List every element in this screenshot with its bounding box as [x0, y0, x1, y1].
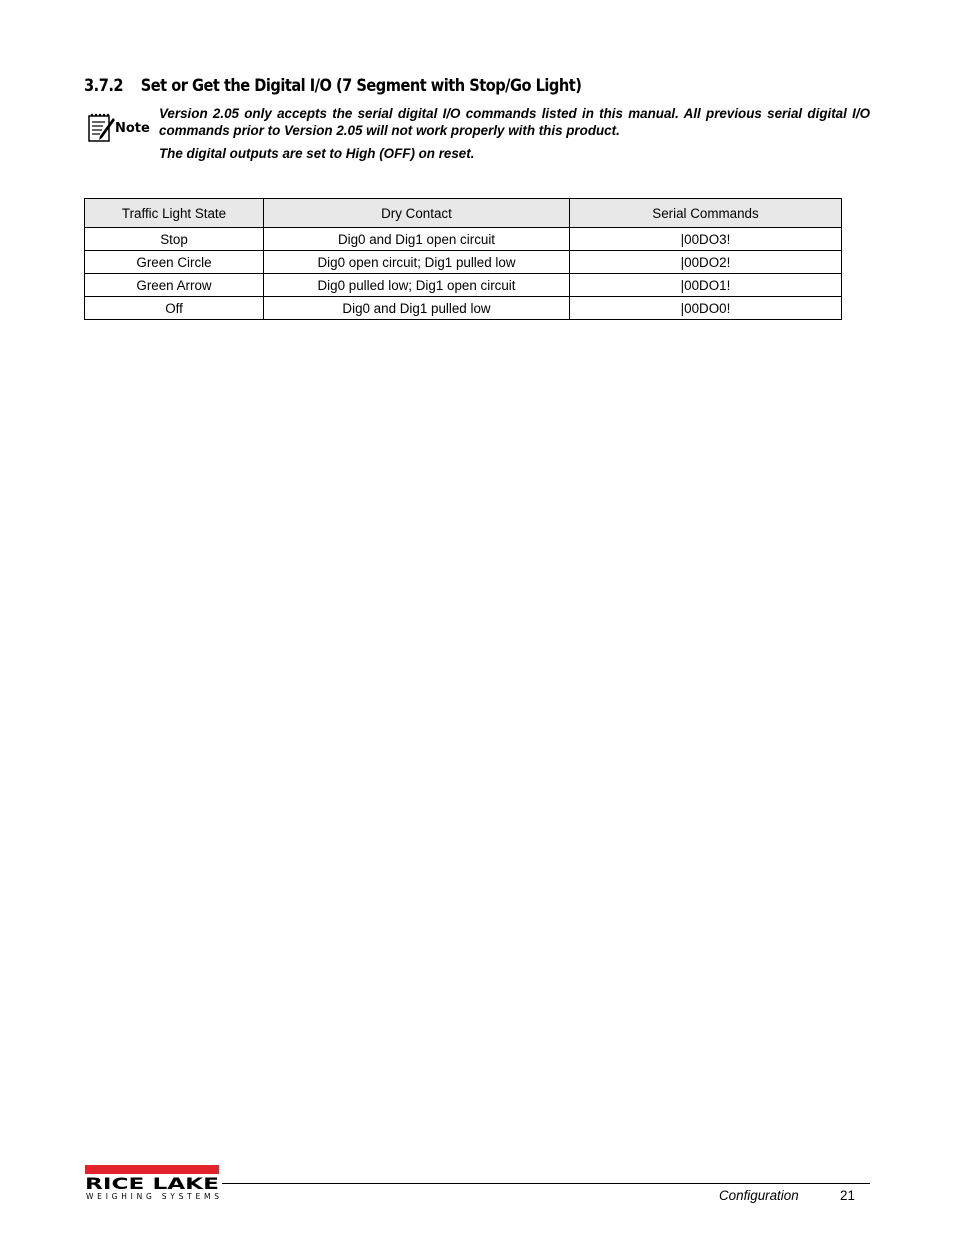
column-header: Serial Commands [570, 199, 842, 228]
table-row [85, 228, 842, 251]
note-text [159, 106, 870, 163]
column-header: Traffic Light State [85, 199, 264, 228]
table-cell: Dig0 and Dig1 pulled low [264, 297, 570, 320]
table-cell: Off [85, 297, 264, 320]
table-cell: Dig0 pulled low; Dig1 open circuit [264, 274, 570, 297]
column-header: Dry Contact [264, 199, 570, 228]
note-pencil-icon [88, 112, 150, 146]
table-cell: |00DO1! [570, 274, 842, 297]
note-paragraph: The digital outputs are set to High (OFF) on reset. [159, 146, 475, 161]
table-cell: |00DO2! [570, 251, 842, 274]
footer-rule [222, 1183, 870, 1184]
note-label: Note [115, 121, 150, 136]
table-cell: |00DO0! [570, 297, 842, 320]
footer-section-name: Configuration [719, 1188, 799, 1203]
logo-wordmark: RICE LAKE [85, 1174, 219, 1193]
table-header-row [85, 199, 842, 228]
table-cell: Green Arrow [85, 274, 264, 297]
logo-red-bar [85, 1165, 219, 1174]
digital-io-table [84, 198, 842, 320]
table-cell: Stop [85, 228, 264, 251]
section-title: Set or Get the Digital I/O (7 Segment with Stop/Go Light) [140, 76, 582, 96]
table-cell: Green Circle [85, 251, 264, 274]
page-number: 21 [840, 1188, 855, 1203]
table-row [85, 274, 842, 297]
table-cell: Dig0 and Dig1 open circuit [264, 228, 570, 251]
logo-tagline: WEIGHING SYSTEMS [86, 1192, 219, 1201]
table-cell: Dig0 open circuit; Dig1 pulled low [264, 251, 570, 274]
section-heading [84, 76, 581, 96]
table-row [85, 251, 842, 274]
section-number: 3.7.2 [84, 76, 124, 96]
rice-lake-logo [85, 1165, 225, 1203]
table-row [85, 297, 842, 320]
table-cell: |00DO3! [570, 228, 842, 251]
note-paragraph: Version 2.05 only accepts the serial digital I/O commands listed in this manual. All previous serial digital I/O commands prior to Version 2.05 will not work properly with this product. [159, 106, 870, 138]
